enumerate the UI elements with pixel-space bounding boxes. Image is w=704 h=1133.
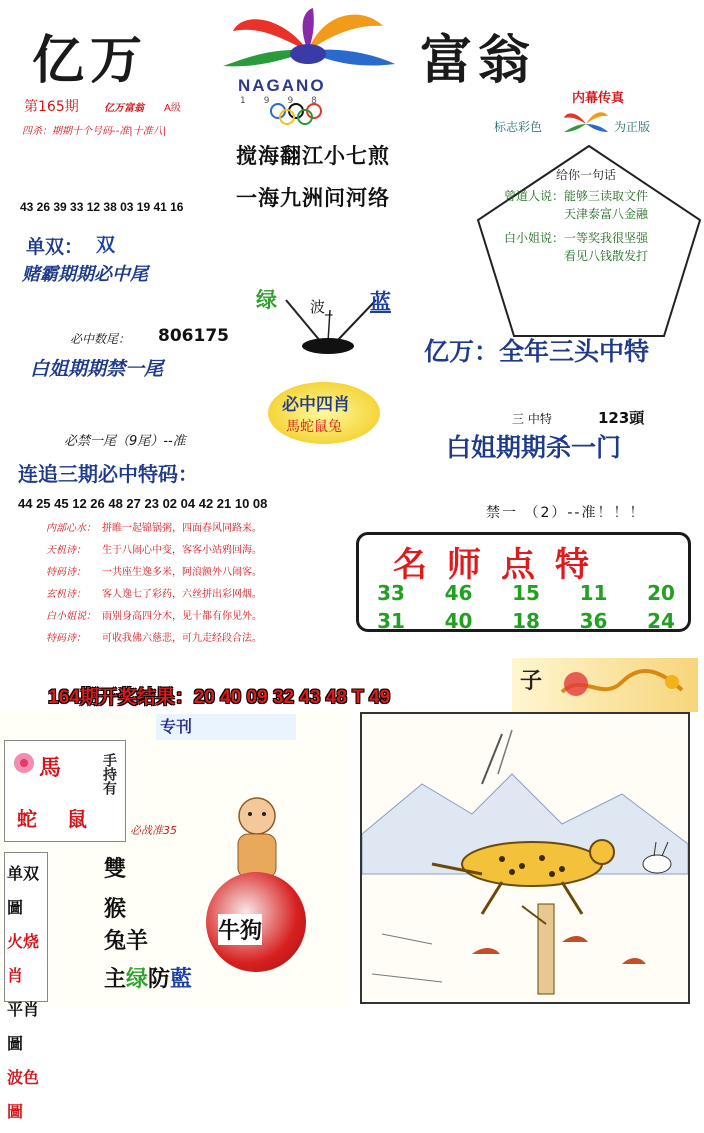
label-column xyxy=(4,852,48,1121)
cheetah-scene-icon xyxy=(362,714,688,1002)
left-bottom-panel xyxy=(0,712,350,1121)
pentagon-line4: 看见八钱散发打 xyxy=(564,249,649,263)
poem-row xyxy=(46,540,356,562)
nagano-logo xyxy=(208,6,408,126)
dragon-ornament xyxy=(512,658,698,712)
flower-icon xyxy=(213,6,403,76)
single-double-sub: 赌霸期期必中尾 xyxy=(22,264,148,285)
label-list xyxy=(5,853,47,1133)
four-zodiac-animals: 馬蛇鼠兔 xyxy=(286,419,342,435)
numbers-top: 43 26 39 33 12 38 03 19 41 16 xyxy=(20,200,184,214)
pentagon-box xyxy=(474,140,704,340)
three-period: 连追三期必中特码： xyxy=(18,462,198,486)
poem-text: 可收我佛六慈悲，可九走经段合法。 xyxy=(102,633,262,644)
slogan-line2: 一海九洲问河络 xyxy=(236,185,390,210)
poem-row xyxy=(46,562,356,584)
zhu-text: 主 xyxy=(104,966,127,992)
master-num: 20 xyxy=(647,581,675,605)
issue-period: 第165期 xyxy=(24,99,79,115)
issue-grade: A级 xyxy=(164,103,181,114)
result-banner: 164期开奖结果：20 40 09 32 43 48 T 49 xyxy=(48,687,391,708)
issue-brand: 亿万富翁 xyxy=(104,103,144,114)
pentagon-title: 给你一句话 xyxy=(556,168,617,182)
master-title: 名师点特 xyxy=(393,545,609,585)
three-heads-value: 123頭 xyxy=(598,409,645,427)
master-num: 33 xyxy=(377,581,405,605)
flower-decor-icon xyxy=(9,751,39,775)
master-num: 18 xyxy=(512,609,540,633)
poem-label: 白小姐说： xyxy=(46,611,96,622)
slogan-line1: 搅海翻江小七煎 xyxy=(236,143,390,168)
fax-right: 为正版 xyxy=(614,120,651,134)
kill-one: 白姐期期杀一门 xyxy=(446,433,622,462)
panel-rat: 鼠 xyxy=(67,807,87,831)
single-double-label: 单双： xyxy=(26,236,84,258)
lan-text: 藍 xyxy=(170,966,193,992)
poem-label: 特码诗： xyxy=(46,633,86,644)
logo-word: NAGANO xyxy=(238,76,326,95)
forbid-tail: 必禁一尾（9尾）--准 xyxy=(64,434,186,449)
wave-bowl xyxy=(246,280,406,360)
poem-label: 特码诗： xyxy=(46,567,86,578)
panel-poem-vertical: 手持有 xyxy=(101,753,117,795)
poem-row xyxy=(46,606,356,628)
label-item: 波色圖 xyxy=(7,1068,40,1121)
logo-year: 1998 xyxy=(240,96,335,106)
zhuankan-strip: 专刊 xyxy=(156,714,296,740)
issue-rule: 四杀：期期十个号码--准|十准八| xyxy=(22,126,166,137)
olympic-rings-icon xyxy=(264,102,354,126)
fang-text: 防 xyxy=(148,966,171,992)
fax-left: 标志彩色 xyxy=(494,120,543,134)
poem-row xyxy=(46,518,356,540)
master-num: 46 xyxy=(444,581,473,605)
wave-blue: 蓝 xyxy=(370,289,391,314)
must-tail-label: 必中数尾： xyxy=(70,332,131,346)
panel-niu-gou: 牛狗 xyxy=(218,914,262,945)
poem-label: 天机诗： xyxy=(46,545,86,556)
zi-label: 子 xyxy=(520,669,543,694)
lv-text: 绿 xyxy=(126,966,149,992)
cheetah-frame xyxy=(360,712,690,1004)
single-double-value: 双 xyxy=(96,234,116,256)
panel-score: 必战准35 xyxy=(130,824,177,837)
master-num: 24 xyxy=(647,609,675,633)
label-item: 平肖圖 xyxy=(7,1000,40,1053)
title-right: 富翁 xyxy=(420,30,537,91)
pentagon-line2: 天津泰富八金融 xyxy=(564,207,649,221)
master-num: 15 xyxy=(512,581,540,605)
master-box xyxy=(356,532,691,632)
pentagon-line1: 曾道人说：能够三读取文件 xyxy=(504,189,649,203)
panel-horse: 馬 xyxy=(39,755,62,781)
pentagon-line3: 白小姐说：一等奖我很坚强 xyxy=(504,231,649,245)
poem-text: 生于八闹心中变，客客小站鸦回海。 xyxy=(102,545,262,556)
poem-text: 雨别身高四分木，见十都有你见外。 xyxy=(102,611,262,622)
poem-label: 内部心水： xyxy=(46,523,96,534)
wave-middle: 波_ xyxy=(310,298,333,316)
color-row xyxy=(104,962,192,993)
title-left: 亿万 xyxy=(32,30,149,91)
master-num: 11 xyxy=(579,581,608,605)
poem-list xyxy=(46,518,356,650)
master-row-1 xyxy=(371,581,681,605)
fax-title: 内幕传真 xyxy=(572,91,625,106)
poem-row xyxy=(46,584,356,606)
poem-text: 一共座生逸多米，阿浪额外八闹客。 xyxy=(102,567,262,578)
must-tail-value: 806175 xyxy=(158,326,229,346)
must-tail-sub: 白姐期期禁一尾 xyxy=(30,358,164,380)
three-heads-label: 三 中特 xyxy=(512,412,552,426)
yiwan-special: 亿万：全年三头中特 xyxy=(424,337,650,366)
poem-text: 客人逸七了彩药，六丝拼出彩网烟。 xyxy=(102,589,262,600)
poem-label: 玄机诗： xyxy=(46,589,86,600)
panel-zodiac-b: 兔羊 xyxy=(104,928,149,954)
label-item: 单双圖 xyxy=(7,864,40,917)
numbers-mid: 44 25 45 12 26 48 27 23 02 04 42 21 10 08 xyxy=(18,496,268,511)
master-num: 36 xyxy=(579,609,608,633)
panel-pair: 雙 xyxy=(104,856,127,882)
dragon-icon xyxy=(552,662,692,708)
master-row-2 xyxy=(371,609,681,633)
panel-snake: 蛇 xyxy=(17,807,37,831)
label-item: 火烧肖 xyxy=(7,932,40,985)
master-num: 40 xyxy=(444,609,473,633)
four-zodiac-title: 必中四肖 xyxy=(282,395,350,415)
poem-row xyxy=(46,628,356,650)
mini-logo-icon xyxy=(562,106,610,136)
poem-text: 拼睢一起锦锅粥，四面春风同路来。 xyxy=(102,523,262,534)
zodiac-card xyxy=(4,740,126,842)
ban-one: 禁一 （2）--准！！！ xyxy=(486,505,646,521)
panel-zodiac-a: 猴 xyxy=(104,896,127,922)
master-num: 31 xyxy=(377,609,405,633)
wave-green: 绿 xyxy=(256,287,277,312)
